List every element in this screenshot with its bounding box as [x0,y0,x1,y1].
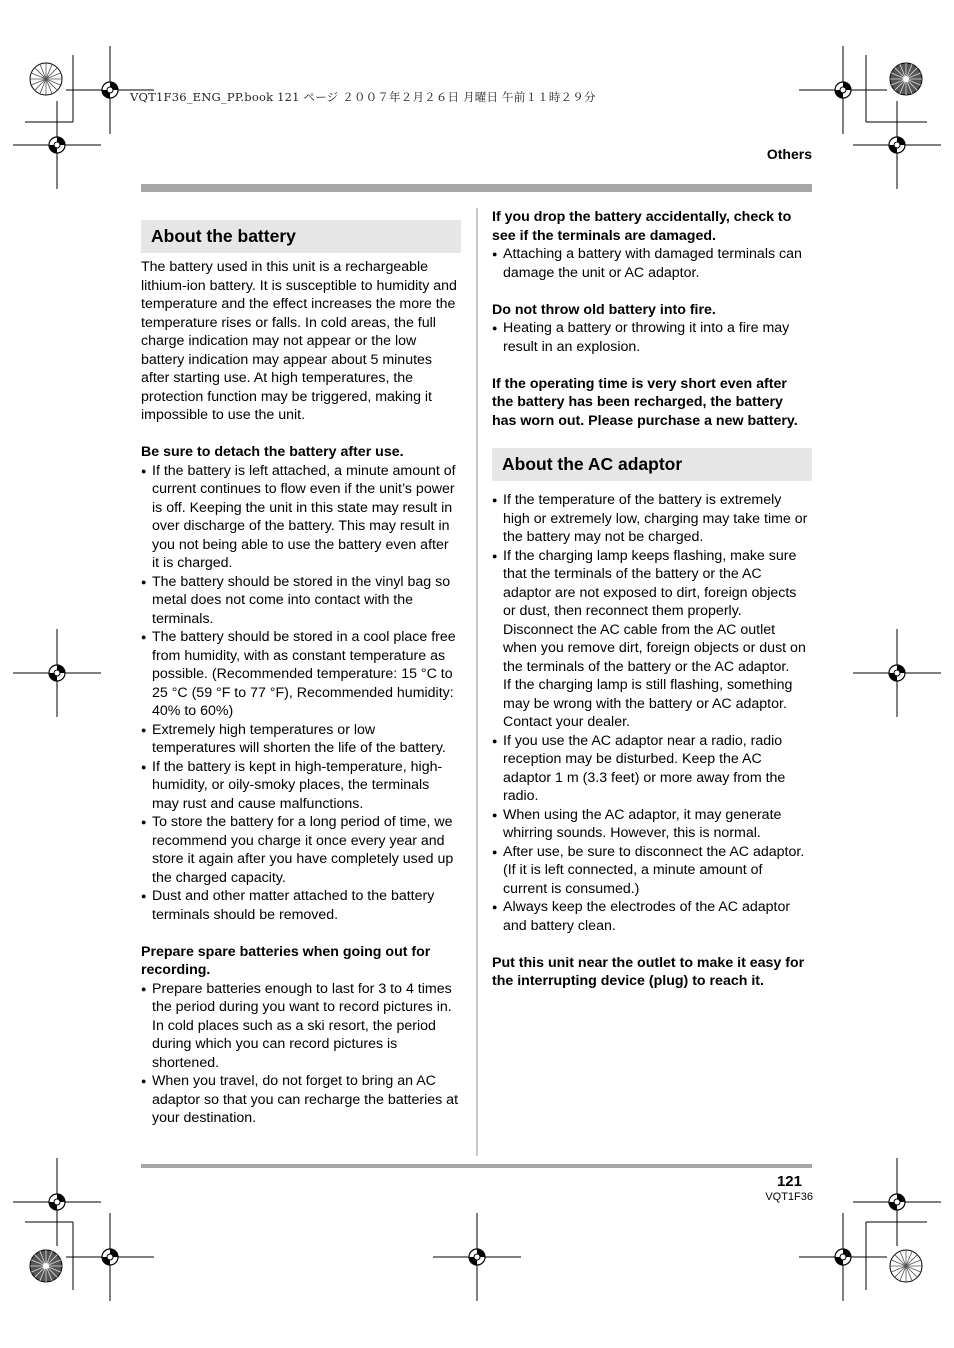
page-number: 121 [776,1173,802,1190]
battery-heading: About the battery [141,220,461,253]
ac-adaptor-heading: About the AC adaptor [492,448,812,481]
list-item: ● The battery should be stored in a cool place free from humidity, with as constant temperature as possible. (Recommended temperature: 15 °C to 25 °C (59 °F to 77 °F), Recommended humidity: 40% to 60%) [141,628,459,721]
list-item: ● When using the AC adaptor, it may generate whirring sounds. However, this is normal. [492,806,810,843]
list-item: ● If the charging lamp keeps flashing, make sure that the terminals of the battery or the AC adaptor are not exposed to dirt, foreign objects or dust, then reconnect them properly. Disconnect the AC cable from the AC outlet when you remove dirt, foreign objects or dust on the terminals of the battery or the AC adaptor. If the charging lamp is still flashing, something may be wrong with the battery or AC adaptor. Contact your dealer. [492,547,810,732]
top-rule [141,184,812,192]
spare-batteries-list [141,980,459,1128]
list-item: ● Attaching a battery with damaged terminals can damage the unit or AC adaptor. [492,245,810,282]
list-item: ● If you use the AC adaptor near a radio, radio reception may be disturbed. Keep the AC adaptor 1 m (3.3 feet) or more away from the radio. [492,732,810,806]
model-code: VQT1F36 [765,1191,813,1203]
list-item: ● If the temperature of the battery is extremely high or extremely low, charging may take time or the battery may not be charged. [492,491,810,547]
book-header: VQT1F36_ENG_PP.book 121 ページ ２００７年２月２６日 月曜日 午前１１時２９分 [130,90,596,104]
right-column [492,208,810,991]
bottom-rule [141,1164,812,1168]
list-item: ● Extremely high temperatures or low temperatures will shorten the life of the battery. [141,721,459,758]
list-item: ● Prepare batteries enough to last for 3 to 4 times the period during you want to record pictures in. In cold places such as a ski resort, the period during which you can record pictures is shortened. [141,980,459,1073]
spare-batteries-subheading: Prepare spare batteries when going out for recording. [141,943,431,978]
list-item: ● If the battery is kept in high-temperature, high-humidity, or oily-smoky places, the terminals may rust and cause malfunctions. [141,758,459,814]
column-divider [476,208,478,1156]
detach-battery-subheading: Be sure to detach the battery after use. [141,444,404,460]
list-item: ● To store the battery for a long period of time, we recommend you charge it once every year and store it again after you have completely used up the charged capacity. [141,813,459,887]
outlet-note: Put this unit near the outlet to make it easy for the interrupting device (plug) to reach it. [492,954,805,989]
section-label: Others [766,146,812,162]
list-item: ● The battery should be stored in the vinyl bag so metal does not come into contact with the terminals. [141,573,459,629]
drop-battery-list [492,245,810,282]
list-item: ● When you travel, do not forget to bring an AC adaptor so that you can recharge the batteries at your destination. [141,1072,459,1128]
fire-subheading: Do not throw old battery into fire. [492,301,716,318]
left-column [141,220,459,1128]
worn-out-subheading: If the operating time is very short even after the battery has been recharged, the battery has worn out. Please purchase a new battery. [492,375,798,429]
list-item: ● After use, be sure to disconnect the AC adaptor. (If it is left connected, a minute amount of current is consumed.) [492,843,810,899]
drop-battery-subheading: If you drop the battery accidentally, check to see if the terminals are damaged. [492,209,792,244]
ac-adaptor-list [492,491,810,935]
list-item: ● Dust and other matter attached to the battery terminals should be removed. [141,887,459,924]
battery-intro: The battery used in this unit is a rechargeable lithium-ion battery. It is susceptible to humidity and temperature and the effect increases the more the temperature rises or falls. In cold areas, the full charge indication may not appear or the low battery indication may appear about 5 minutes after starting use. At high temperatures, the protection function may be triggered, making it impossible to use the unit. [141,259,457,423]
list-item: ● If the battery is left attached, a minute amount of current continues to flow even if the unit’s power is off. Keeping the unit in this state may result in over discharge of the battery. This may result in you not being able to use the battery even after it is charged. [141,462,459,573]
fire-list [492,319,810,356]
list-item: ● Heating a battery or throwing it into a fire may result in an explosion. [492,319,810,356]
detach-battery-list [141,462,459,925]
list-item: ● Always keep the electrodes of the AC adaptor and battery clean. [492,898,810,935]
